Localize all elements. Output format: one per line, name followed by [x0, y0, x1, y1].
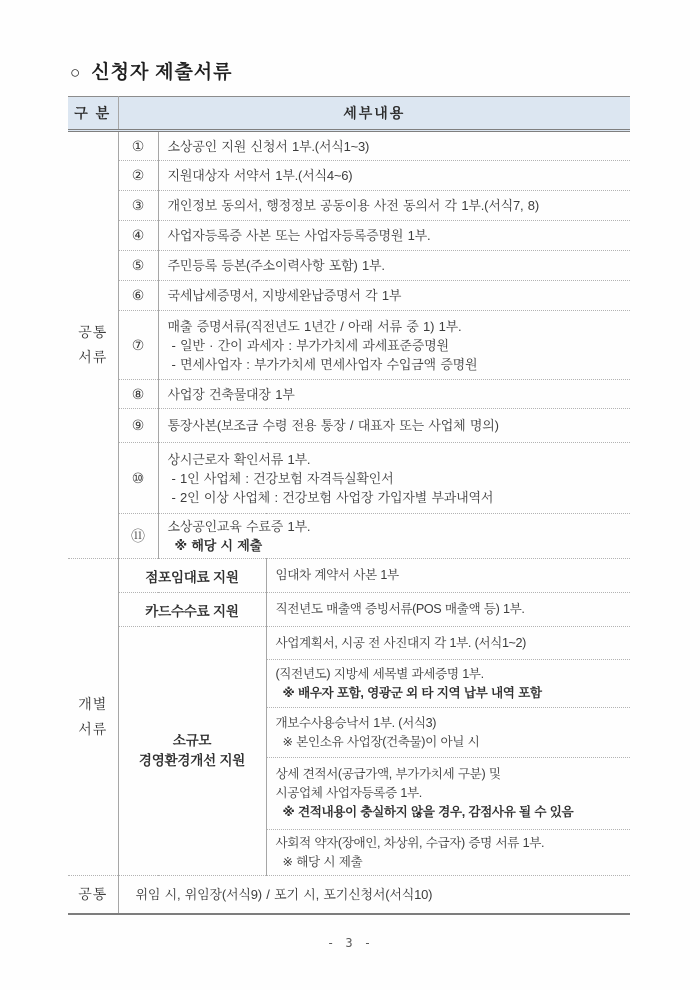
row-content: 소상공인교육 수료증 1부. ※ 해당 시 제출	[158, 514, 630, 559]
header-cell-category: 구 분	[68, 97, 118, 131]
row-content: 개보수사용승낙서 1부. (서식3) ※ 본인소유 사업장(건축물)이 아닐 시	[266, 708, 630, 758]
section-label-common: 공통 서류	[68, 131, 118, 559]
table-row	[68, 221, 630, 251]
row-number: ⑦	[118, 311, 158, 380]
table-row	[68, 191, 630, 221]
row-content: (직전년도) 지방세 세목별 과세증명 1부. ※ 배우자 포함, 영광군 외 타 지역 납부 내역 포함	[266, 660, 630, 708]
row-number: ⑨	[118, 409, 158, 443]
row-number: ①	[118, 131, 158, 161]
table-row	[68, 380, 630, 409]
row-content: 매출 증명서류(직전년도 1년간 / 아래 서류 중 1) 1부. - 일반 · 간이 과세자 : 부가가치세 과세표준증명원 - 면세사업자 : 부가가치세 면세사업자 수입금액 증명원	[158, 311, 630, 380]
table-row	[68, 514, 630, 559]
row-content: 사업자등록증 사본 또는 사업자등록증명원 1부.	[158, 221, 630, 251]
table-row	[68, 311, 630, 380]
row-content: 상시근로자 확인서류 1부. - 1인 사업체 : 건강보험 자격득실확인서 - 2인 이상 사업체 : 건강보험 사업장 가입자별 부과내역서	[158, 443, 630, 514]
row-content: 위임 시, 위임장(서식9) / 포기 시, 포기신청서(서식10)	[118, 876, 630, 914]
row-content: 사회적 약자(장애인, 차상위, 수급자) 증명 서류 1부. ※ 해당 시 제출	[266, 830, 630, 876]
table-row	[68, 409, 630, 443]
row-number: ④	[118, 221, 158, 251]
submission-documents-table	[68, 96, 630, 915]
row-number: ③	[118, 191, 158, 221]
section-label-individual: 개별 서류	[68, 559, 118, 876]
subsection-label-store-rent: 점포임대료 지원	[118, 559, 266, 593]
row-number: ⑧	[118, 380, 158, 409]
table-row-footer	[68, 876, 630, 914]
row-content: 소상공인 지원 신청서 1부.(서식1~3)	[158, 131, 630, 161]
row-content: 개인정보 동의서, 행정정보 공동이용 사전 동의서 각 1부.(서식7, 8)	[158, 191, 630, 221]
row-number: ⑪	[118, 514, 158, 559]
page-title	[70, 57, 233, 84]
table-row	[68, 251, 630, 281]
row-content: 사업장 건축물대장 1부	[158, 380, 630, 409]
row-number: ②	[118, 161, 158, 191]
table-row	[68, 593, 630, 627]
row-content: 상세 견적서(공급가액, 부가가치세 구분) 및 시공업체 사업자등록증 1부. ※ 견적내용이 충실하지 않을 경우, 감점사유 될 수 있음	[266, 758, 630, 830]
table-row	[68, 559, 630, 593]
row-content: 통장사본(보조금 수령 전용 통장 / 대표자 또는 사업체 명의)	[158, 409, 630, 443]
row-number: ⑤	[118, 251, 158, 281]
header-cell-details: 세부내용	[118, 97, 630, 131]
row-content: 직전년도 매출액 증빙서류(POS 매출액 등) 1부.	[266, 593, 630, 627]
row-content: 임대차 계약서 사본 1부	[266, 559, 630, 593]
section-label-footer-common: 공통	[68, 876, 118, 914]
title-bullet-icon: ○	[70, 63, 82, 82]
table-row	[68, 443, 630, 514]
row-content: 사업계획서, 시공 전 사진대지 각 1부. (서식1~2)	[266, 627, 630, 660]
table-row	[68, 627, 630, 660]
title-text: 신청자 제출서류	[91, 62, 233, 83]
row-content: 국세납세증명서, 지방세완납증명서 각 1부	[158, 281, 630, 311]
row-content: 주민등록 등본(주소이력사항 포함) 1부.	[158, 251, 630, 281]
subsection-label-card-fee: 카드수수료 지원	[118, 593, 266, 627]
row-content: 지원대상자 서약서 1부.(서식4~6)	[158, 161, 630, 191]
table-header-row	[68, 97, 630, 131]
subsection-label-small-biz: 소규모 경영환경개선 지원	[118, 627, 266, 876]
table-row	[68, 131, 630, 161]
page-number: - 3 -	[326, 936, 374, 950]
row-number: ⑩	[118, 443, 158, 514]
row-number: ⑥	[118, 281, 158, 311]
table-row	[68, 161, 630, 191]
table-row	[68, 281, 630, 311]
